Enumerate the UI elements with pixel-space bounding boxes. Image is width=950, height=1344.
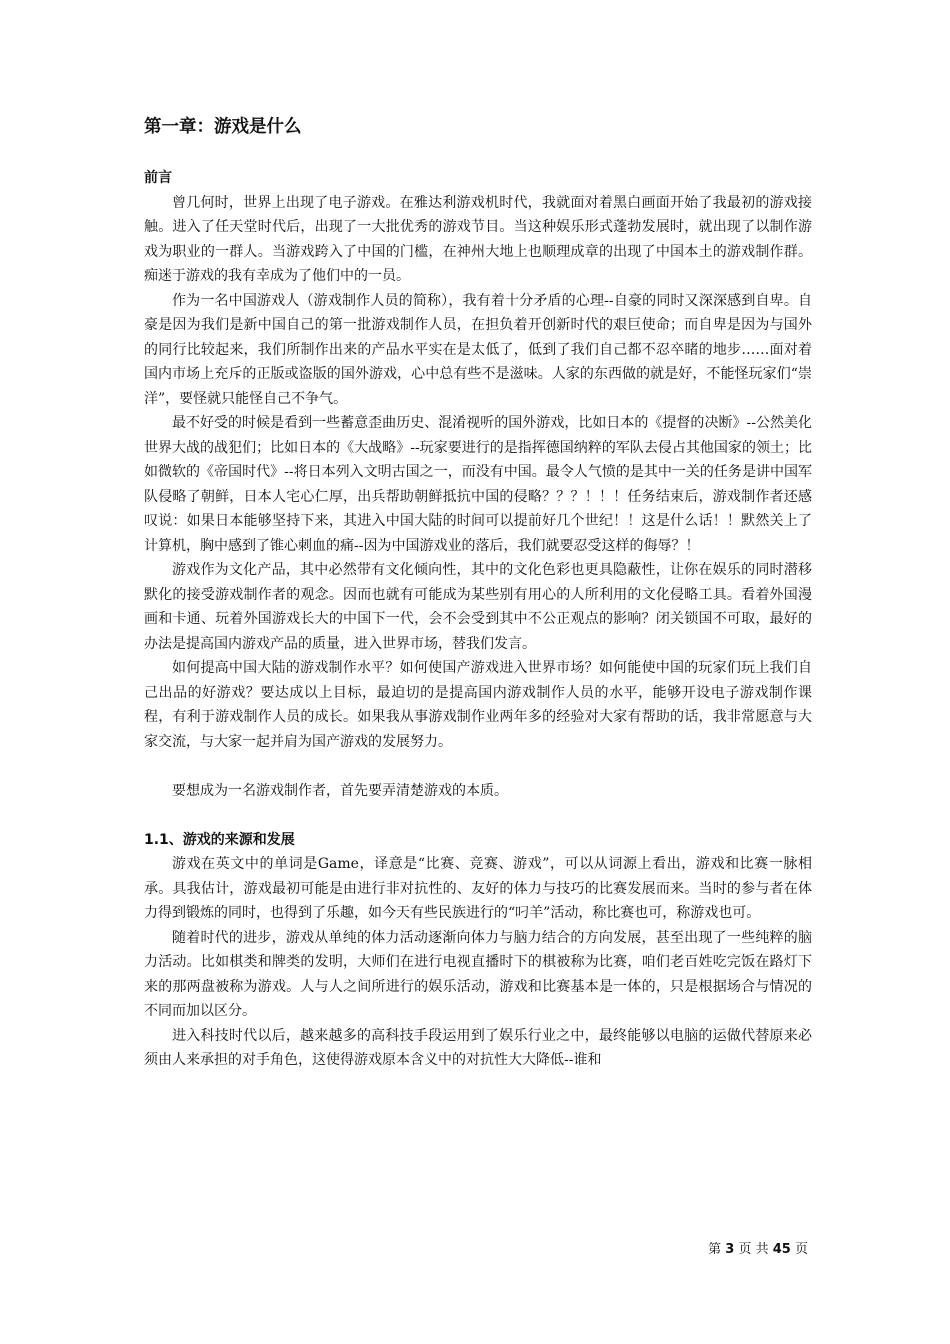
foreword-heading: 前言 [144, 170, 172, 186]
section-paragraph: 进入科技时代以后，越来越多的高科技手段运用到了娱乐行业之中，最终能够以电脑的运做代替原来必须由人来承担的对手角色，这使得游戏原本含义中的对抗性大大降低--谁和 [144, 1027, 812, 1068]
foreword-paragraph: 最不好受的时候是看到一些蓄意歪曲历史、混淆视听的国外游戏，比如日本的《提督的决断》--公然美化世界大战的战犯们；比如日本的《大战略》--玩家要进行的是指挥德国纳粹的军队去侵占其他国家的领土；比如微软的《帝国时代》--将日本列入文明古国之一，而没有中国。最令人气愤的是其中一关的任务是讲中国军队侵略了朝鲜，日本人宅心仁厚，出兵帮助朝鲜抵抗中国的侵略？？？！！！任务结束后，游戏制作者还感叹说：如果日本能够坚持下来，其进入中国大陆的时间可以提前好几个世纪！！这是什么话！！默然关上了计算机，胸中感到了锥心刺血的痛--因为中国游戏业的落后，我们就要忍受这样的侮辱？！ [144, 415, 812, 554]
blank-line [144, 803, 812, 828]
blank-line [144, 754, 812, 779]
foreword-closing: 要想成为一名游戏制作者，首先要弄清楚游戏的本质。 [172, 782, 508, 799]
page-content [144, 112, 812, 1073]
page-footer [708, 1240, 808, 1260]
page-total: 45 [772, 1242, 791, 1257]
foreword-paragraph: 作为一名中国游戏人（游戏制作人员的简称），我有着十分矛盾的心理--自豪的同时又深深感到自卑。自豪是因为我们是新中国自己的第一批游戏制作人员，在担负着开创新时代的艰巨使命；而自卑是因为与国外的同行比较起来，我们所制作出来的产品水平实在是太低了，低到了我们自己都不忍卒睹的地步……面对着国内市场上充斥的正版或盗版的国外游戏，心中总有些不是滋味。人家的东西做的就是好，不能怪玩家们“崇洋”，要怪就只能怪自己不争气。 [144, 292, 812, 407]
foreword-paragraph: 如何提高中国大陆的游戏制作水平？如何使国产游戏进入世界市场？如何能使中国的玩家们玩上我们自己出品的好游戏？要达成以上目标，最迫切的是提高国内游戏制作人员的水平，能够开设电子游戏制作课程，有利于游戏制作人员的成长。如果我从事游戏制作业两年多的经验对大家有帮助的话，我非常愿意与大家交流，与大家一起并肩为国产游戏的发展努力。 [144, 660, 812, 750]
footer-middle: 页 共 [738, 1242, 769, 1257]
foreword-paragraph: 曾几何时，世界上出现了电子游戏。在雅达利游戏机时代，我就面对着黑白画面开始了我最初的游戏接触。进入了任天堂时代后，出现了一大批优秀的游戏节目。当这种娱乐形式蓬勃发展时，就出现了以制作游戏为职业的一群人。当游戏跨入了中国的门槛，在神州大地上也顺理成章的出现了中国本土的游戏制作群。痴迷于游戏的我有幸成为了他们中的一员。 [144, 194, 812, 284]
footer-prefix: 第 [708, 1242, 722, 1257]
section-paragraph: 游戏在英文中的单词是Game，译意是“比赛、竞赛、游戏”，可以从词源上看出，游戏和比赛一脉相承。具我估计，游戏最初可能是由进行非对抗性的、友好的体力与技巧的比赛发展而来。当时的参与者在体力得到锻炼的同时，也得到了乐趣，如今天有些民族进行的“叼羊”活动，称比赛也可，称游戏也可。 [144, 856, 812, 921]
section-paragraph: 随着时代的进步，游戏从单纯的体力活动逐渐向体力与脑力结合的方向发展，甚至出现了一些纯粹的脑力活动。比如棋类和牌类的发明，大师们在进行电视直播时下的棋被称为比赛，咱们老百姓吃完饭在路灯下来的那两盘被称为游戏。人与人之间所进行的娱乐活动，游戏和比赛基本是一体的，只是根据场合与情况的不同而加以区分。 [144, 929, 812, 1019]
footer-suffix: 页 [794, 1242, 808, 1257]
page-number: 3 [725, 1242, 735, 1257]
section-heading: 1.1、游戏的来源和发展 [144, 831, 295, 848]
foreword-paragraph: 游戏作为文化产品，其中必然带有文化倾向性，其中的文化色彩也更具隐蔽性，让你在娱乐的同时潜移默化的接受游戏制作者的观念。因而也就有可能成为某些别有用心的人所利用的文化侵略工具。看着外国漫画和卡通、玩着外国游戏长大的中国下一代，会不会受到其中不公正观点的影响？闭关锁国不可取，最好的办法是提高国内游戏产品的质量，进入世界市场，替我们发言。 [144, 562, 812, 652]
chapter-title: 第一章：游戏是什么 [144, 117, 302, 137]
